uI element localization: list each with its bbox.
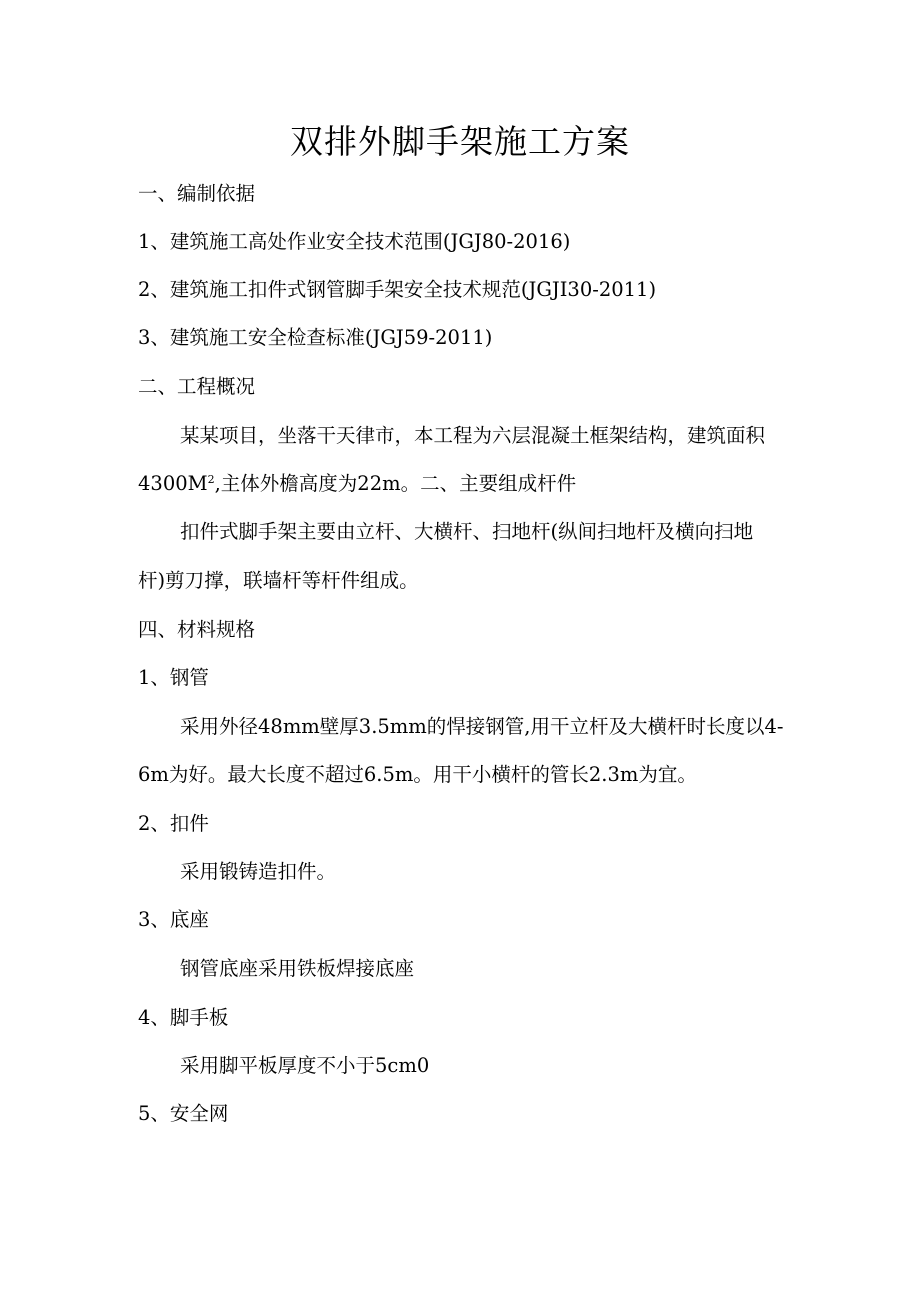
section-heading-materials: 四、材料规格 — [138, 618, 256, 641]
basis-item-2: 2、建筑施工扣件式钢管脚手架安全技术规范(JGJI30-2011) — [138, 278, 657, 301]
subheading-steel-pipe: 1、钢管 — [138, 666, 209, 689]
overview-paragraph-line-2 — [138, 470, 576, 498]
components-paragraph-line-2: 杆)剪刀撑，联墙杆等杆件组成。 — [138, 569, 419, 592]
subheading-scaffold-board: 4、脚手板 — [138, 1006, 229, 1029]
overview-paragraph-line-1: 某某项目，坐落干天律市，本工程为六层混凝土框架结构，建筑面积 — [180, 424, 766, 447]
base-paragraph: 钢管底座采用铁板焊接底座 — [180, 957, 415, 980]
steel-pipe-paragraph-line-1: 采用外径48mm壁厚3.5mm的悍接钢管,用干立杆及大横杆时长度以4- — [180, 715, 784, 738]
components-paragraph-line-1: 扣件式脚手架主要由立杆、大横杆、扫地杆(纵间扫地杆及横向扫地 — [180, 520, 754, 543]
document-title: 双排外脚手架施工方案 — [290, 122, 630, 161]
section-heading-basis: 一、编制依据 — [138, 182, 256, 205]
basis-item-1: 1、建筑施工高处作业安全技术范围(JGJ80-2016) — [138, 230, 571, 253]
basis-item-3: 3、建筑施工安全检查标准(JGJ59-2011) — [138, 326, 493, 349]
area-value: 4300M — [138, 472, 208, 495]
steel-pipe-paragraph-line-2: 6m为好。最大长度不超过6.5m。用干小横杆的管长2.3m为宜。 — [138, 763, 697, 786]
overview-paragraph-tail: ,主体外檐高度为22m。二、主要组成杆件 — [214, 472, 577, 495]
subheading-fastener: 2、扣件 — [138, 812, 209, 835]
subheading-safety-net: 5、安全网 — [138, 1102, 229, 1125]
area-superscript: 2 — [207, 473, 215, 486]
section-heading-overview: 二、工程概况 — [138, 375, 256, 398]
fastener-paragraph: 采用锻铸造扣件。 — [180, 860, 337, 883]
subheading-base: 3、底座 — [138, 908, 209, 931]
scaffold-board-paragraph: 采用脚平板厚度不小于5cm0 — [180, 1054, 430, 1077]
